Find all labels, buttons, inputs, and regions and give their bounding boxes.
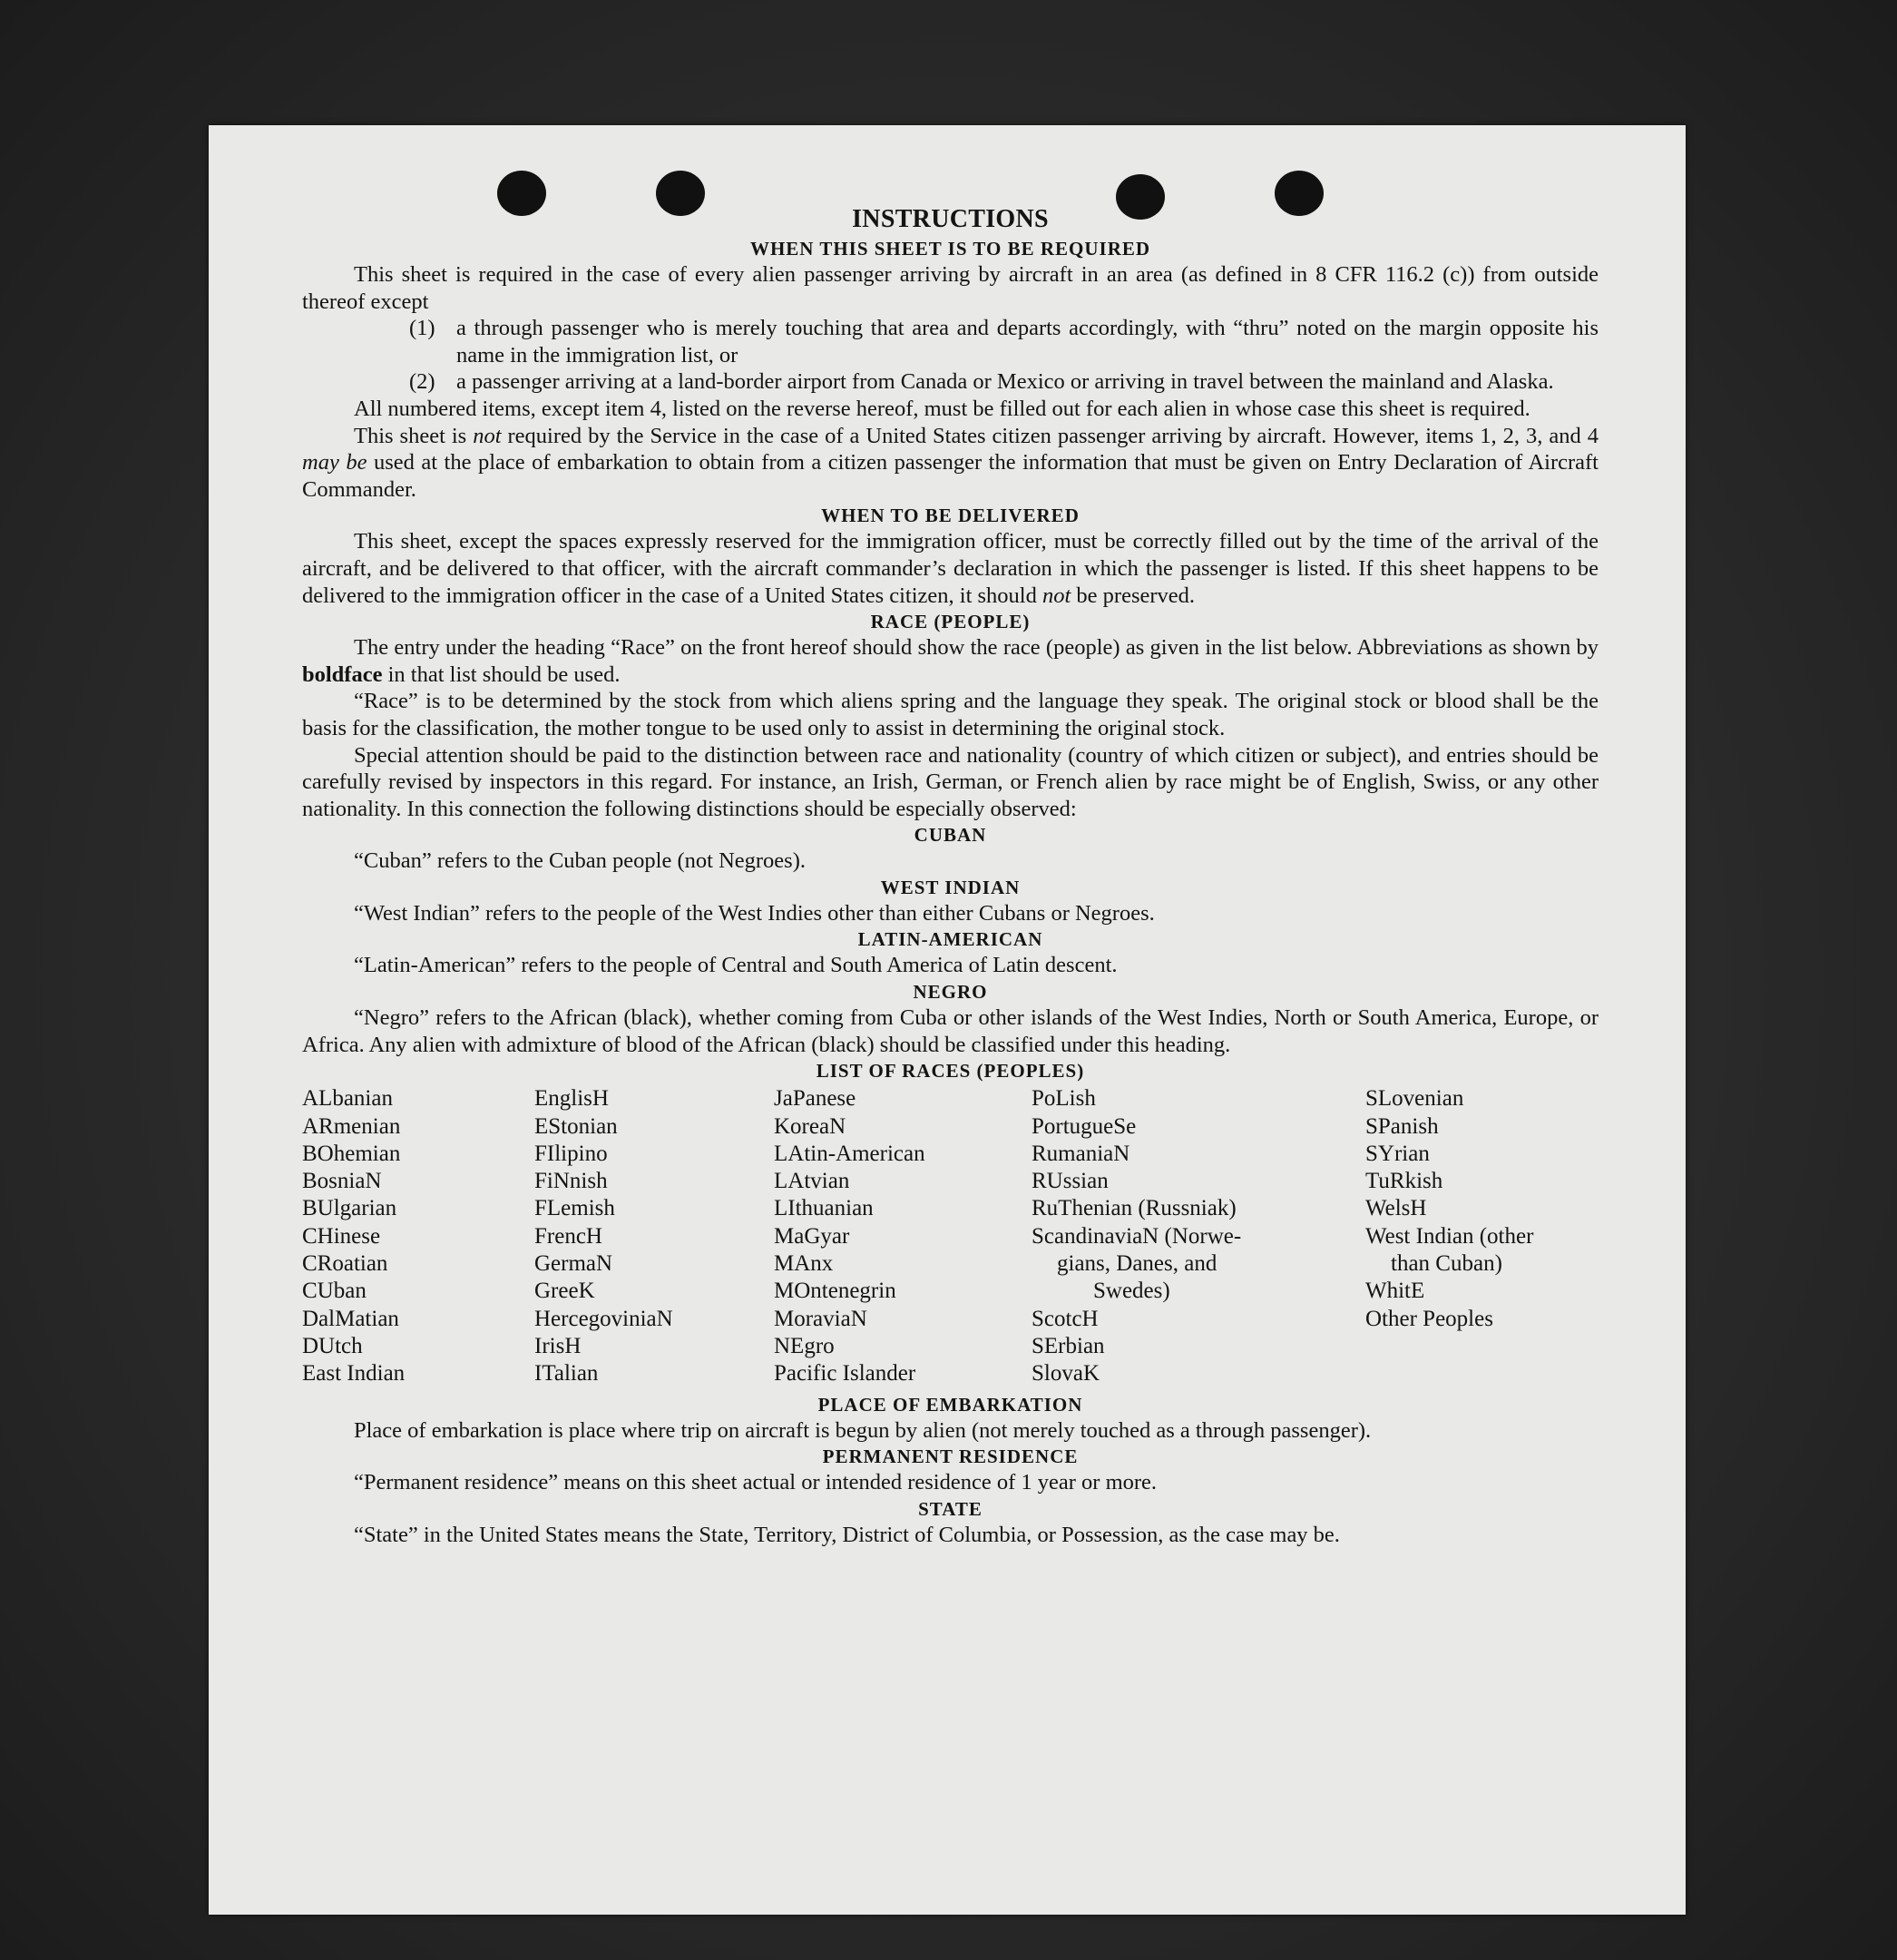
heading-west-indian: WEST INDIAN [880,876,1021,898]
race-item-continuation: Swedes) [1093,1279,1170,1304]
heading-permanent-residence: PERMANENT RESIDENCE [822,1446,1079,1468]
race-item: ScotcH [1032,1306,1099,1331]
race-item: EStonian [534,1113,618,1139]
page-title: INSTRUCTIONS [852,205,1049,233]
state-paragraph: “State” in the United States means the State, Territory, District of Columbia, or Possession, as the case may be. [354,1522,1340,1547]
race-item: ITalian [534,1361,599,1387]
race-item: BUlgarian [302,1196,397,1221]
race-item: PoLish [1032,1086,1096,1112]
latin-american-paragraph: “Latin-American” refers to the people of Central and South America of Latin descent. [354,953,1118,978]
emphasis-may-be: may be [302,450,367,475]
heading-state: STATE [918,1497,983,1520]
race-item: FiNnish [534,1169,608,1194]
exception-text: a passenger arriving at a land-border airport from Canada or Mexico or arriving in travel between the mainland and Alaska. [456,369,1554,395]
race-item: FLemish [534,1196,615,1221]
races-column-5 [1365,1085,1599,1387]
heading-negro: NEGRO [913,981,988,1004]
text-run: used at the place of embarkation to obtain from a citizen passenger the information that must be given on Entry Declaration of Aircraft Commander. [302,450,1599,502]
races-column-1 [302,1085,534,1387]
heading-list-of-races: LIST OF RACES (PEOPLES) [816,1060,1085,1083]
race-item: SlovaK [1032,1361,1100,1387]
race-item: Other Peoples [1365,1306,1493,1331]
race-item: CUban [302,1279,367,1304]
race-paragraph-3: Special attention should be paid to the distinction between race and nationality (country of which citizen or subject), and entries should be carefully revised by inspectors in this regard. For instance, an Irish, German, or French alien by race might be of English, Swiss, or any other nationality. In this connection the following distinctions should be especially observed: [302,742,1599,821]
race-item: LAtvian [774,1169,850,1194]
race-item: ARmenian [302,1113,401,1139]
race-item: NEgro [774,1333,835,1358]
race-item: SPanish [1365,1113,1439,1139]
race-item: CRoatian [302,1251,388,1277]
races-column-2 [534,1085,774,1387]
negro-paragraph: “Negro” refers to the African (black), whether coming from Cuba or other islands of the West Indies, North or South America, Europe, or Africa. Any alien with admixture of blood of the African (black) should be classified under this heading. [302,1005,1599,1057]
cuban-paragraph: “Cuban” refers to the Cuban people (not Negroes). [354,848,806,874]
race-item: SYrian [1365,1141,1430,1166]
races-column-3 [774,1085,1032,1387]
race-item: WelsH [1365,1196,1427,1221]
race-item: SErbian [1032,1333,1105,1358]
race-item: IrisH [534,1333,582,1358]
race-item: BOhemian [302,1141,401,1166]
race-item: HercegoviniaN [534,1306,673,1331]
heading-race: RACE (PEOPLE) [870,611,1031,633]
text-run: be preserved. [1071,583,1196,608]
race-item: EnglisH [534,1086,609,1112]
race-item: FrencH [534,1223,602,1249]
race-item: WhitE [1365,1279,1425,1304]
instructions-content [302,203,1599,1548]
race-item: DUtch [302,1333,363,1358]
race-item: MOntenegrin [774,1279,896,1304]
citizen-paragraph [302,423,1599,504]
race-paragraph-2: “Race” is to be determined by the stock from which aliens spring and the language they speak. The original stock or blood shall be the basis for the classification, the mother tongue to be used only to assist in determining the original stock. [302,689,1599,740]
exception-item-1 [409,315,1599,368]
race-item: Pacific Islander [774,1361,916,1387]
text-run: The entry under the heading “Race” on the front hereof should show the race (people) as given in the list below. Abbreviations as shown by [354,635,1599,661]
bold-word: boldface [302,662,383,687]
text-run: in that list should be used. [382,662,621,687]
numbered-items-paragraph: All numbered items, except item 4, listed on the reverse hereof, must be filled out for each alien in whose case this sheet is required. [354,396,1530,421]
race-item: RuThenian (Russniak) [1032,1196,1237,1221]
race-item: TuRkish [1365,1169,1443,1194]
race-item: GreeK [534,1279,595,1304]
text-run: This sheet, except the spaces expressly reserved for the immigration officer, must be correctly filled out by the time of the arrival of the aircraft, and be delivered to that officer, with the aircraft commander’s declaration in which the passenger is listed. If this sheet happens to be delivered to the immigration officer in the case of a United States citizen, it should [302,529,1599,608]
race-item: LIthuanian [774,1196,874,1221]
required-intro: This sheet is required in the case of every alien passenger arriving by aircraft in an area (as defined in 8 CFR 116.2 (c)) from outside thereof except [302,262,1599,314]
residence-paragraph: “Permanent residence” means on this sheet actual or intended residence of 1 year or more. [354,1470,1158,1495]
race-item-continuation: than Cuban) [1391,1251,1502,1277]
exception-number: (1) [409,316,435,341]
heading-when-required: WHEN THIS SHEET IS TO BE REQUIRED [749,238,1151,260]
race-item-continuation: gians, Danes, and [1057,1251,1217,1277]
race-item: MoraviaN [774,1306,867,1331]
race-item: RUssian [1032,1169,1109,1194]
race-item: MaGyar [774,1223,850,1249]
race-item: DalMatian [302,1306,399,1331]
delivered-paragraph [302,528,1599,609]
race-item: BosniaN [302,1169,382,1194]
emphasis-not: not [473,423,502,448]
race-item: East Indian [302,1361,406,1387]
race-item: FIlipino [534,1141,608,1166]
race-item: KoreaN [774,1113,846,1139]
race-item: GermaN [534,1251,613,1277]
race-item: PortugueSe [1032,1113,1137,1139]
document-page [209,125,1686,1915]
exception-text: a through passenger who is merely touching that area and departs accordingly, with “thru” noted on the margin opposite his name in the immigration list, or [456,316,1599,368]
heading-when-delivered: WHEN TO BE DELIVERED [821,505,1080,527]
race-paragraph-1 [302,634,1599,688]
race-item: West Indian (other [1365,1223,1534,1249]
race-item: LAtin-American [774,1141,925,1166]
races-list [302,1085,1599,1387]
race-item: SLovenian [1365,1086,1464,1112]
race-item: RumaniaN [1032,1141,1130,1166]
embarkation-paragraph: Place of embarkation is place where trip on aircraft is begun by alien (not merely touched as a through passenger). [354,1417,1372,1443]
exception-number: (2) [409,369,435,395]
heading-latin-american: LATIN-AMERICAN [857,928,1043,951]
race-item: MAnx [774,1251,834,1277]
west-indian-paragraph: “West Indian” refers to the people of the West Indies other than either Cubans or Negroes. [354,900,1155,926]
race-item: ScandinaviaN (Norwe- [1032,1223,1242,1249]
emphasis-not: not [1041,583,1071,608]
race-item: ALbanian [302,1086,393,1112]
race-item: CHinese [302,1223,381,1249]
exception-item-2 [409,368,1599,396]
races-column-4 [1032,1085,1365,1387]
heading-cuban: CUBAN [914,824,987,847]
text-run: This sheet is [354,423,474,448]
race-item: JaPanese [774,1086,856,1112]
text-run: required by the Service in the case of a United States citizen passenger arriving by aircraft. However, items 1, 2, 3, and 4 [501,423,1599,448]
heading-place-of-embarkation: PLACE OF EMBARKATION [817,1393,1083,1416]
